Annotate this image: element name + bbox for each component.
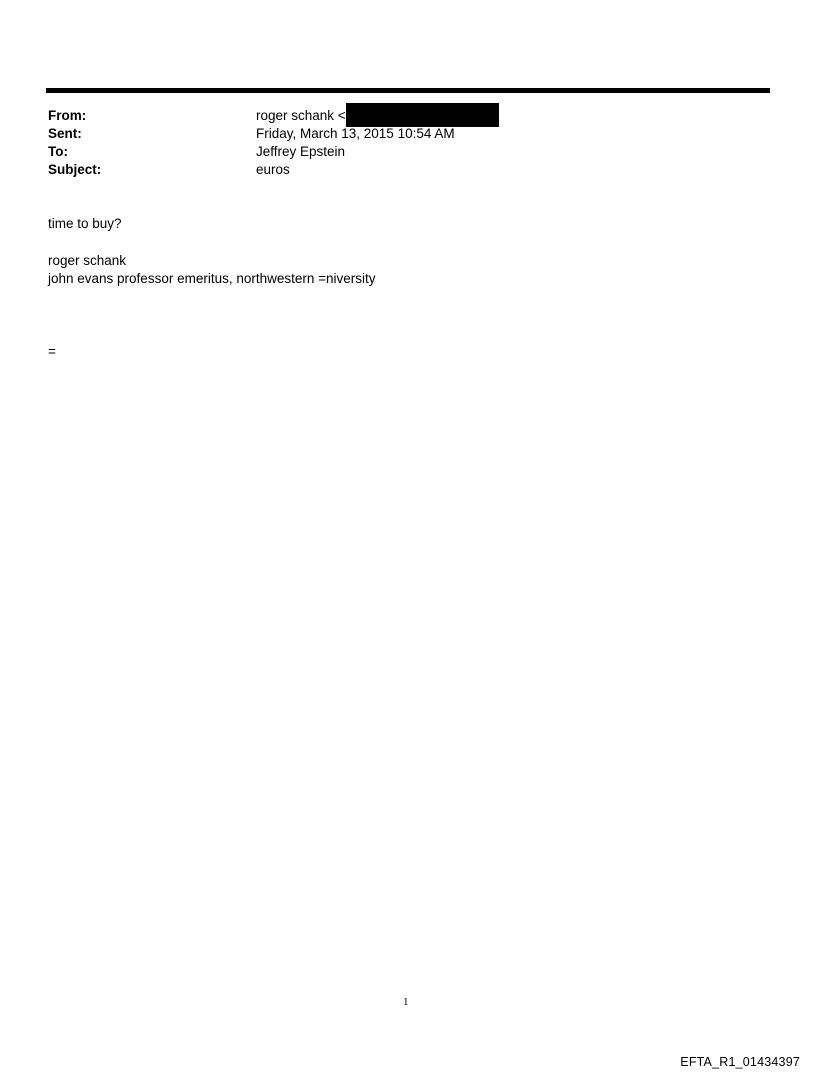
header-rule: [46, 88, 770, 93]
sent-value: Friday, March 13, 2015 10:54 AM: [256, 126, 455, 141]
signature-title: john evans professor emeritus, northwestern =niversity: [48, 271, 376, 286]
from-text: roger schank <: [256, 108, 346, 123]
to-label: To:: [48, 144, 68, 159]
subject-value: euros: [256, 162, 290, 177]
document-id: EFTA_R1_01434397: [680, 1055, 800, 1069]
signature-name: roger schank: [48, 253, 127, 268]
from-value: [256, 107, 499, 127]
page-number: 1: [403, 996, 409, 1008]
subject-label: Subject:: [48, 162, 102, 177]
trailing-text: =: [48, 344, 56, 359]
message-line: time to buy?: [48, 216, 122, 231]
from-label: From:: [48, 108, 87, 123]
to-value: Jeffrey Epstein: [256, 144, 346, 159]
redaction-box: [346, 103, 499, 127]
sent-label: Sent:: [48, 126, 82, 141]
